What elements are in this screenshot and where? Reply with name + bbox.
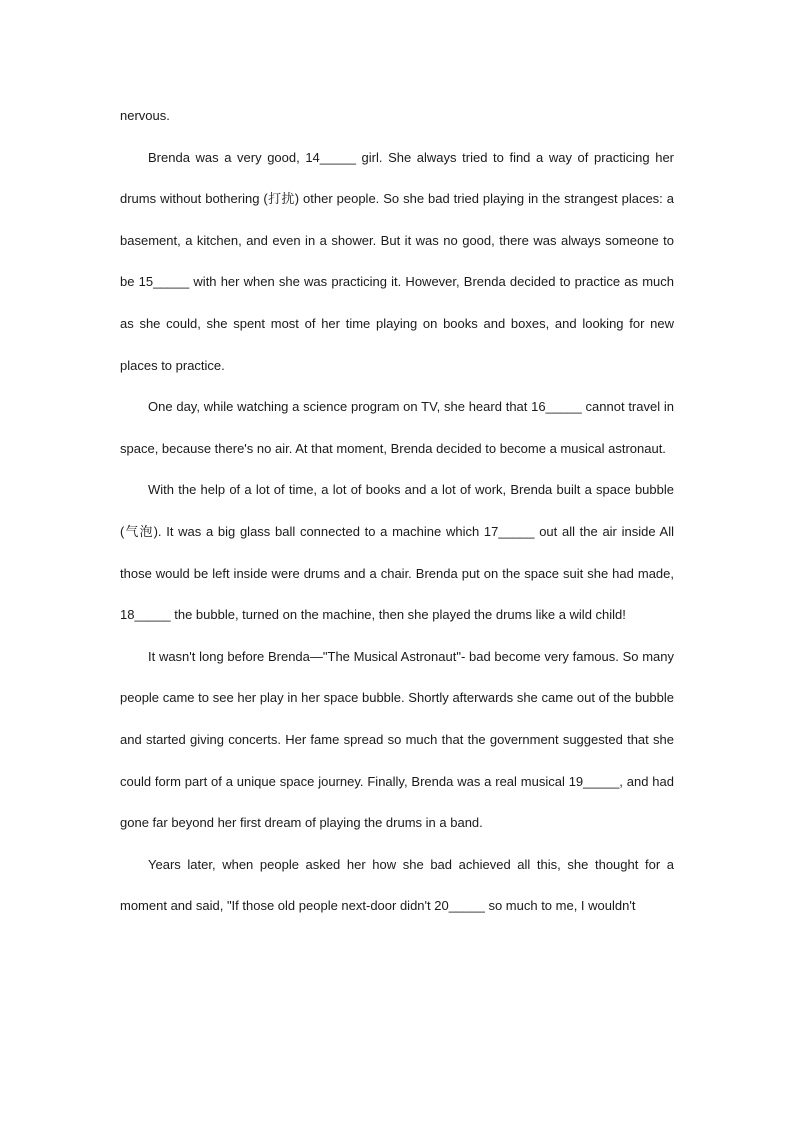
paragraph-5: It wasn't long before Brenda—"The Musical Astronaut"- bad become very famous. So many people came to see her play in her space bubble. Shortly afterwards she came out of the bubble and started giving concerts. Her fame spread so much that the government suggested that she could form part of a unique space journey. Finally, Brenda was a real musical 19_____, and had gone far beyond her first dream of playing the drums in a band. bbox=[120, 648, 674, 831]
paragraph-3: One day, while watching a science program on TV, she heard that 16_____ cannot travel in space, because there's no air. At that moment, Brenda decided to become a musical astronaut. bbox=[120, 399, 674, 456]
paragraph-2: Brenda was a very good, 14_____ girl. She always tried to find a way of practicing her drums without bothering (打扰) other people. So she bad tried playing in the strangest places: a basement, a kitchen, and even in a shower. But it was no good, there was always someone to be 15_____ with her when she was practicing it. However, Brenda decided to practice as much as she could, she spent most of her time playing on books and boxes, and looking for new places to practice. bbox=[120, 149, 674, 373]
paragraph-1: nervous. bbox=[120, 108, 170, 123]
document-page bbox=[120, 95, 674, 927]
paragraph-6: Years later, when people asked her how she bad achieved all this, she thought for a moment and said, "If those old people next-door didn't 20_____ so much to me, I wouldn't bbox=[120, 856, 674, 914]
paragraph-4: With the help of a lot of time, a lot of books and a lot of work, Brenda built a space bubble (气泡). It was a big glass ball connected to a machine which 17_____ out all the air inside All those would be left inside were drums and a chair. Brenda put on the space suit she had made, 18_____ the bubble, turned on the machine, then she played the drums like a wild child! bbox=[120, 482, 674, 623]
